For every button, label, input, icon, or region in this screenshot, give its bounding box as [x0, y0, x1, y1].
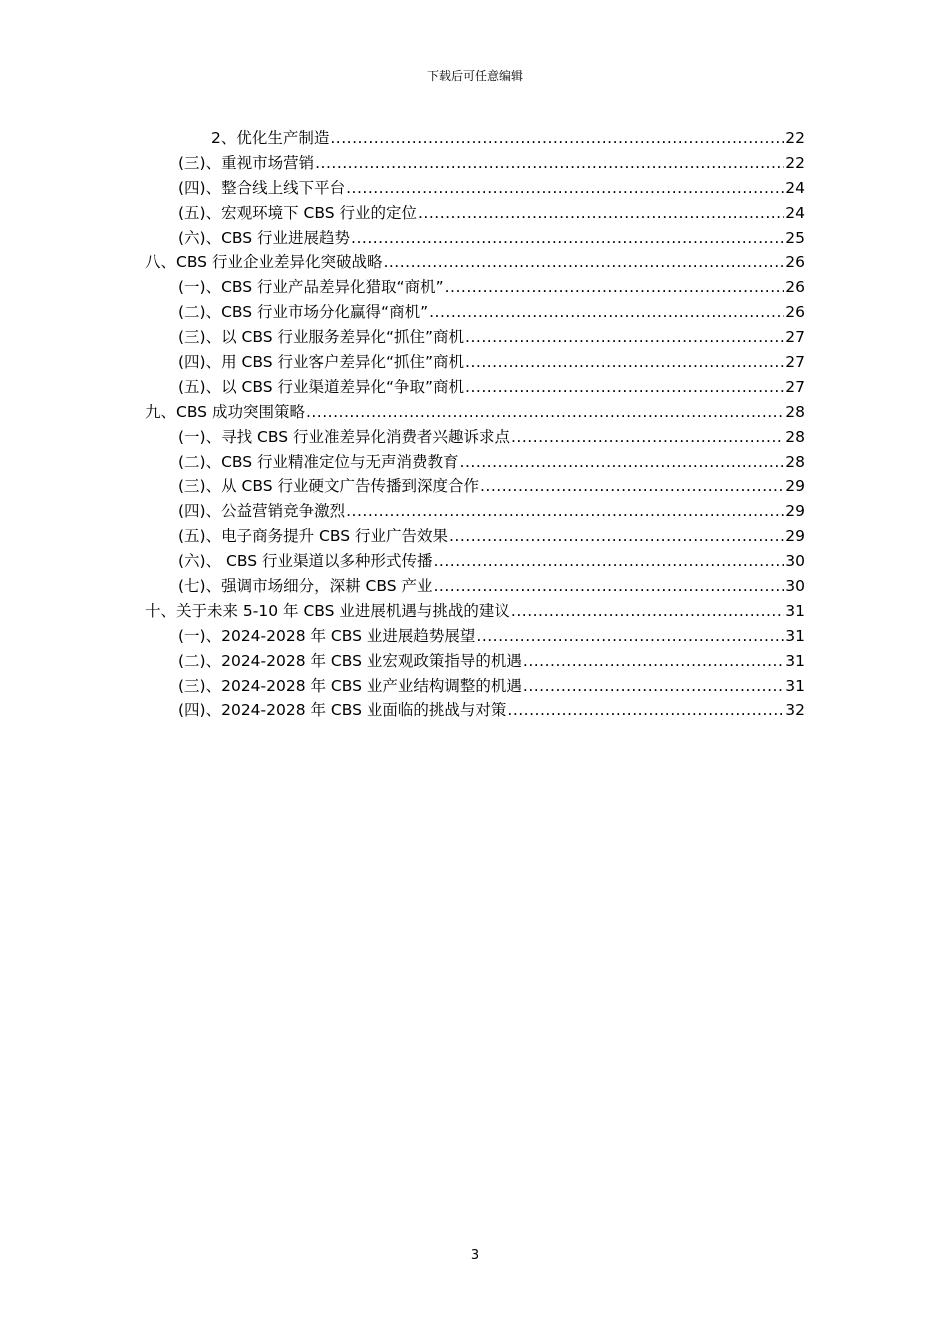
- toc-entry-page-number: 29: [785, 502, 805, 521]
- toc-entry-page-number: 26: [785, 278, 805, 297]
- toc-entry-title: (二)、CBS 行业精准定位与无声消费教育: [178, 452, 459, 471]
- toc-entry-title: (六)、CBS 行业进展趋势: [178, 228, 351, 247]
- toc-dot-leader: [523, 649, 784, 674]
- toc-entry-page-number: 22: [785, 153, 805, 172]
- toc-entry-title: (四)、公益营销竞争激烈: [178, 502, 346, 521]
- toc-entry[interactable]: [145, 474, 805, 499]
- toc-entry[interactable]: [145, 574, 805, 599]
- toc-entry-page-number: 25: [785, 228, 805, 247]
- toc-entry-page-number: 28: [785, 427, 805, 446]
- toc-entry-page-number: 32: [785, 701, 805, 720]
- toc-entry-title: (一)、CBS 行业产品差异化猎取“商机”: [178, 278, 444, 297]
- toc-entry-page-number: 24: [785, 203, 805, 222]
- toc-entry[interactable]: [145, 126, 805, 151]
- toc-dot-leader: [465, 375, 784, 400]
- toc-entry[interactable]: [145, 425, 805, 450]
- toc-dot-leader: [418, 201, 784, 226]
- toc-dot-leader: [330, 126, 784, 151]
- toc-entry-page-number: 26: [785, 303, 805, 322]
- toc-dot-leader: [383, 250, 784, 275]
- toc-entry[interactable]: [145, 275, 805, 300]
- toc-entry[interactable]: [145, 151, 805, 176]
- toc-entry-title: (三)、2024-2028 年 CBS 业产业结构调整的机遇: [178, 676, 522, 695]
- toc-dot-leader: [449, 524, 784, 549]
- toc-entry[interactable]: [145, 350, 805, 375]
- toc-entry-title: (六)、 CBS 行业渠道以多种形式传播: [178, 552, 433, 571]
- toc-entry-page-number: 26: [785, 253, 805, 272]
- toc-entry[interactable]: [145, 176, 805, 201]
- toc-entry[interactable]: [145, 649, 805, 674]
- toc-entry[interactable]: [145, 674, 805, 699]
- toc-entry-title: 十、关于未来 5-10 年 CBS 业进展机遇与挑战的建议: [145, 601, 510, 620]
- toc-dot-leader: [480, 474, 784, 499]
- toc-entry-title: (七)、强调市场细分，深耕 CBS 产业: [178, 577, 433, 596]
- toc-entry-title: (四)、2024-2028 年 CBS 业面临的挑战与对策: [178, 701, 507, 720]
- toc-entry-page-number: 28: [785, 402, 805, 421]
- toc-dot-leader: [315, 151, 784, 176]
- toc-entry-page-number: 27: [785, 353, 805, 372]
- toc-entry[interactable]: [145, 524, 805, 549]
- toc-dot-leader: [351, 226, 784, 251]
- toc-dot-leader: [429, 300, 784, 325]
- toc-entry-title: 九、CBS 成功突围策略: [145, 402, 305, 421]
- toc-entry[interactable]: [145, 450, 805, 475]
- toc-dot-leader: [346, 499, 784, 524]
- page-header: 下载后可任意编辑: [426, 69, 523, 83]
- toc-entry[interactable]: [145, 375, 805, 400]
- toc-entry-title: (三)、重视市场营销: [178, 153, 315, 172]
- toc-dot-leader: [460, 450, 785, 475]
- toc-entry[interactable]: [145, 624, 805, 649]
- toc-entry-title: (一)、2024-2028 年 CBS 业进展趋势展望: [178, 626, 476, 645]
- toc-dot-leader: [346, 176, 784, 201]
- toc-dot-leader: [445, 275, 785, 300]
- toc-entry[interactable]: [145, 250, 805, 275]
- toc-entry-title: (四)、整合线上线下平台: [178, 178, 346, 197]
- toc-entry-title: 八、CBS 行业企业差异化突破战略: [145, 253, 383, 272]
- toc-entry[interactable]: [145, 499, 805, 524]
- toc-entry-title: 2、优化生产制造: [211, 129, 330, 147]
- toc-entry-title: (二)、CBS 行业市场分化赢得“商机”: [178, 303, 429, 322]
- toc-entry-title: (五)、电子商务提升 CBS 行业广告效果: [178, 527, 448, 546]
- toc-entry-title: (二)、2024-2028 年 CBS 业宏观政策指导的机遇: [178, 651, 522, 670]
- toc-entry-page-number: 31: [785, 651, 805, 670]
- toc-entry-title: (三)、以 CBS 行业服务差异化“抓住”商机: [178, 328, 465, 347]
- toc-entry-title: (五)、以 CBS 行业渠道差异化“争取”商机: [178, 377, 465, 396]
- toc-dot-leader: [433, 549, 784, 574]
- toc-entry[interactable]: [145, 400, 805, 425]
- toc-dot-leader: [476, 624, 784, 649]
- toc-entry-title: (一)、寻找 CBS 行业准差异化消费者兴趣诉求点: [178, 427, 510, 446]
- toc-entry[interactable]: [145, 325, 805, 350]
- toc-dot-leader: [511, 599, 784, 624]
- toc-entry-title: (四)、用 CBS 行业客户差异化“抓住”商机: [178, 353, 465, 372]
- toc-entry[interactable]: [145, 549, 805, 574]
- toc-dot-leader: [465, 325, 784, 350]
- toc-entry-title: (三)、从 CBS 行业硬文广告传播到深度合作: [178, 477, 479, 496]
- toc-entry-page-number: 27: [785, 328, 805, 347]
- toc-dot-leader: [507, 698, 784, 723]
- toc-entry-page-number: 31: [785, 676, 805, 695]
- toc-entry-page-number: 29: [785, 477, 805, 496]
- toc-entry-page-number: 28: [785, 452, 805, 471]
- toc-entry-page-number: 22: [785, 129, 805, 147]
- toc-entry-title: (五)、宏观环境下 CBS 行业的定位: [178, 203, 417, 222]
- toc-entry-page-number: 30: [785, 552, 805, 571]
- toc-dot-leader: [433, 574, 784, 599]
- toc-dot-leader: [306, 400, 784, 425]
- toc-entry-page-number: 27: [785, 377, 805, 396]
- toc-entry[interactable]: [145, 226, 805, 251]
- toc-dot-leader: [511, 425, 784, 450]
- toc-dot-leader: [465, 350, 784, 375]
- toc-entry-page-number: 31: [785, 601, 805, 620]
- toc-entry[interactable]: [145, 300, 805, 325]
- toc-entry[interactable]: [145, 698, 805, 723]
- toc-entry-page-number: 29: [785, 527, 805, 546]
- toc-entry-page-number: 31: [785, 626, 805, 645]
- toc-entry[interactable]: [145, 201, 805, 226]
- toc-entry-page-number: 30: [785, 577, 805, 596]
- toc-entry[interactable]: [145, 599, 805, 624]
- table-of-contents: [145, 126, 805, 723]
- toc-dot-leader: [523, 674, 784, 699]
- page-number: 3: [470, 1248, 480, 1263]
- toc-entry-page-number: 24: [785, 178, 805, 197]
